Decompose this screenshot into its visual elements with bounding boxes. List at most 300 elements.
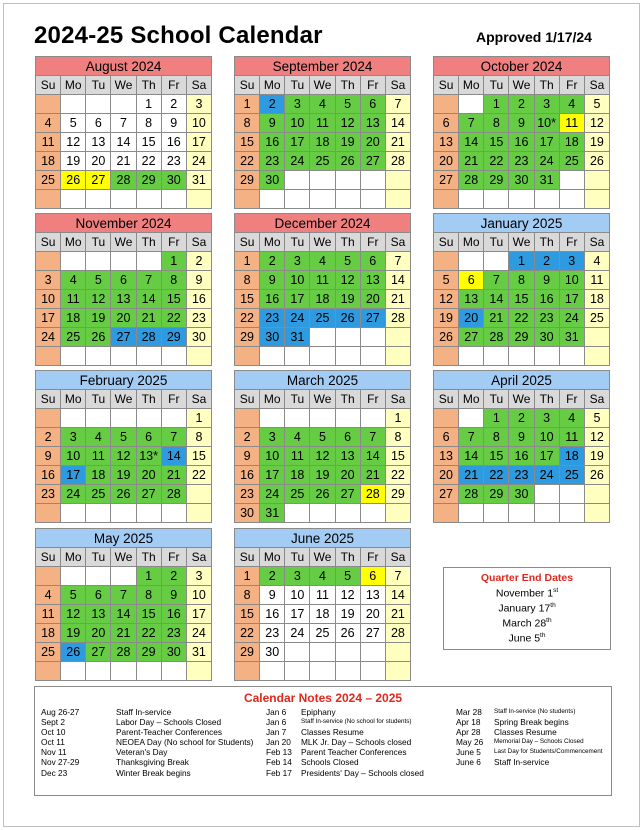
note-date: Nov 11 — [41, 747, 67, 758]
note-date: June 6 — [456, 757, 481, 768]
empty-day-cell — [61, 347, 86, 366]
day-cell: 16 — [162, 133, 187, 152]
day-cell: 23 — [260, 152, 285, 171]
weekday-header: Mo — [459, 233, 484, 252]
note-entry — [456, 757, 603, 767]
day-cell: 16 — [260, 133, 285, 152]
day-cell: 14 — [459, 133, 484, 152]
note-label: Memorial Day – Schools Closed — [494, 738, 584, 746]
day-cell: 10* — [535, 114, 560, 133]
empty-day-cell — [36, 504, 61, 523]
calendar-notes-title: Calendar Notes 2024 – 2025 — [243, 691, 403, 705]
empty-day-cell — [187, 347, 212, 366]
day-cell: 10 — [61, 447, 86, 466]
empty-day-cell — [36, 567, 61, 586]
month-title: March 2025 — [234, 370, 411, 390]
empty-day-cell — [285, 409, 310, 428]
day-cell: 2 — [162, 95, 187, 114]
day-cell: 3 — [285, 567, 310, 586]
day-cell: 21 — [459, 152, 484, 171]
empty-day-cell — [235, 347, 260, 366]
day-cell: 8 — [509, 271, 534, 290]
day-cell: 25 — [36, 643, 61, 662]
empty-day-cell — [434, 504, 459, 523]
empty-day-cell — [61, 504, 86, 523]
day-cell: 1 — [235, 95, 260, 114]
month-day-grid — [433, 390, 610, 523]
empty-day-cell — [484, 347, 509, 366]
day-cell: 29 — [137, 643, 162, 662]
weekday-header: Sa — [585, 390, 610, 409]
empty-day-cell — [86, 347, 111, 366]
note-label: Labor Day – Schools Closed — [116, 717, 222, 728]
day-cell: 26 — [86, 328, 111, 347]
day-cell: 8 — [235, 114, 260, 133]
weekday-header: Th — [535, 390, 560, 409]
day-cell: 16 — [187, 290, 212, 309]
month-day-grid — [433, 76, 610, 209]
day-cell: 26 — [585, 466, 610, 485]
empty-day-cell — [459, 409, 484, 428]
empty-day-cell — [386, 190, 411, 209]
empty-day-cell — [61, 252, 86, 271]
weekday-header: Tu — [484, 390, 509, 409]
note-date: June 5 — [456, 747, 481, 758]
empty-day-cell — [260, 347, 285, 366]
empty-day-cell — [560, 485, 585, 504]
quarter-end-date-suffix: th — [546, 616, 552, 624]
day-cell: 4 — [560, 95, 585, 114]
note-label: Staff In-service — [494, 757, 550, 768]
weekday-header: Mo — [260, 233, 285, 252]
day-cell: 26 — [61, 643, 86, 662]
note-entry — [41, 757, 253, 767]
weekday-header: Su — [235, 76, 260, 95]
note-entry — [266, 727, 424, 737]
note-label: Spring Break begins — [494, 717, 569, 728]
day-cell: 2 — [235, 428, 260, 447]
month-calendar — [234, 213, 411, 366]
month-calendar — [35, 528, 212, 681]
day-cell: 9 — [187, 271, 212, 290]
note-entry — [456, 707, 603, 717]
empty-day-cell — [585, 347, 610, 366]
day-cell: 21 — [386, 605, 411, 624]
weekday-header: Fr — [361, 76, 386, 95]
day-cell: 23 — [509, 152, 534, 171]
day-cell: 31 — [260, 504, 285, 523]
day-cell: 10 — [285, 114, 310, 133]
day-cell: 22 — [137, 152, 162, 171]
day-cell: 3 — [285, 95, 310, 114]
empty-day-cell — [36, 662, 61, 681]
weekday-header: Su — [36, 76, 61, 95]
empty-day-cell — [361, 662, 386, 681]
day-cell: 23 — [509, 466, 534, 485]
day-cell: 19 — [336, 605, 361, 624]
note-entry — [41, 747, 253, 757]
day-cell: 17 — [535, 447, 560, 466]
empty-day-cell — [187, 190, 212, 209]
empty-day-cell — [310, 409, 335, 428]
day-cell: 20 — [111, 309, 136, 328]
day-cell: 27 — [86, 171, 111, 190]
empty-day-cell — [86, 662, 111, 681]
empty-day-cell — [560, 190, 585, 209]
weekday-header: Tu — [484, 76, 509, 95]
day-cell: 17 — [285, 605, 310, 624]
day-cell: 11 — [61, 290, 86, 309]
empty-day-cell — [310, 190, 335, 209]
day-cell: 24 — [535, 466, 560, 485]
day-cell: 18 — [86, 466, 111, 485]
day-cell: 25 — [560, 152, 585, 171]
day-cell: 26 — [61, 171, 86, 190]
day-cell: 10 — [285, 586, 310, 605]
day-cell: 2 — [187, 252, 212, 271]
day-cell: 27 — [434, 171, 459, 190]
empty-day-cell — [187, 662, 212, 681]
empty-day-cell — [459, 95, 484, 114]
quarter-end-dates — [444, 585, 610, 645]
weekday-header: Tu — [285, 76, 310, 95]
day-cell: 30 — [260, 328, 285, 347]
empty-day-cell — [560, 347, 585, 366]
note-label: NEOEA Day (No school for Students) — [116, 737, 254, 748]
empty-day-cell — [509, 504, 534, 523]
day-cell: 19 — [434, 309, 459, 328]
day-cell: 21 — [361, 466, 386, 485]
quarter-end-date — [444, 630, 610, 645]
day-cell: 24 — [285, 152, 310, 171]
day-cell: 29 — [509, 328, 534, 347]
weekday-header: Sa — [187, 548, 212, 567]
day-cell: 11 — [310, 586, 335, 605]
weekday-header: Mo — [61, 233, 86, 252]
day-cell: 21 — [386, 290, 411, 309]
day-cell: 2 — [260, 252, 285, 271]
day-cell: 26 — [336, 152, 361, 171]
day-cell: 23 — [235, 485, 260, 504]
note-date: Oct 11 — [41, 737, 65, 748]
day-cell: 15 — [509, 290, 534, 309]
day-cell: 13 — [361, 586, 386, 605]
day-cell: 9 — [235, 447, 260, 466]
note-date: Aug 26-27 — [41, 707, 80, 717]
day-cell: 20 — [434, 152, 459, 171]
day-cell: 17 — [260, 466, 285, 485]
day-cell: 3 — [285, 252, 310, 271]
empty-day-cell — [459, 504, 484, 523]
empty-day-cell — [560, 171, 585, 190]
note-entry — [456, 717, 603, 727]
day-cell: 7 — [484, 271, 509, 290]
note-entry — [266, 707, 424, 717]
day-cell: 29 — [235, 328, 260, 347]
weekday-header: Mo — [61, 390, 86, 409]
day-cell: 21 — [111, 152, 136, 171]
empty-day-cell — [361, 190, 386, 209]
day-cell: 2 — [162, 567, 187, 586]
day-cell: 7 — [111, 114, 136, 133]
day-cell: 14 — [111, 133, 136, 152]
weekday-header: Su — [235, 233, 260, 252]
weekday-header: We — [310, 233, 335, 252]
day-cell: 31 — [187, 643, 212, 662]
day-cell: 28 — [111, 643, 136, 662]
day-cell: 25 — [560, 466, 585, 485]
day-cell: 12 — [111, 447, 136, 466]
day-cell: 8 — [386, 428, 411, 447]
day-cell: 6 — [361, 252, 386, 271]
day-cell: 5 — [111, 428, 136, 447]
day-cell: 18 — [560, 133, 585, 152]
day-cell: 3 — [535, 95, 560, 114]
empty-day-cell — [459, 347, 484, 366]
month-day-grid — [35, 76, 212, 209]
weekday-header: We — [509, 390, 534, 409]
empty-day-cell — [285, 190, 310, 209]
day-cell: 13 — [361, 271, 386, 290]
empty-day-cell — [484, 190, 509, 209]
day-cell: 28 — [386, 309, 411, 328]
day-cell: 14 — [484, 290, 509, 309]
note-date: Apr 18 — [456, 717, 481, 728]
weekday-header: Tu — [86, 548, 111, 567]
approval-date: Approved 1/17/24 — [476, 29, 592, 45]
day-cell: 30 — [235, 504, 260, 523]
empty-day-cell — [310, 347, 335, 366]
day-cell: 1 — [484, 95, 509, 114]
day-cell: 9 — [36, 447, 61, 466]
note-label: Thanksgiving Break — [116, 757, 189, 768]
day-cell: 19 — [61, 152, 86, 171]
weekday-header: Tu — [285, 390, 310, 409]
note-date: Oct 10 — [41, 727, 66, 738]
day-cell: 23 — [535, 309, 560, 328]
quarter-end-date-suffix: th — [550, 601, 556, 609]
empty-day-cell — [386, 643, 411, 662]
day-cell: 10 — [187, 114, 212, 133]
day-cell: 5 — [336, 567, 361, 586]
day-cell: 15 — [137, 605, 162, 624]
day-cell: 10 — [187, 586, 212, 605]
month-calendar — [234, 56, 411, 209]
empty-day-cell — [386, 347, 411, 366]
note-date: Sept 2 — [41, 717, 65, 728]
day-cell: 19 — [86, 309, 111, 328]
quarter-end-date-suffix: th — [540, 631, 546, 639]
notes-column — [266, 707, 424, 778]
weekday-header: Mo — [260, 548, 285, 567]
note-entry — [41, 737, 253, 747]
note-date: Nov 27-29 — [41, 757, 80, 768]
empty-day-cell — [61, 190, 86, 209]
weekday-header: We — [111, 390, 136, 409]
day-cell: 5 — [585, 409, 610, 428]
day-cell: 23 — [162, 152, 187, 171]
weekday-header: Su — [36, 233, 61, 252]
month-day-grid — [35, 390, 212, 523]
day-cell: 14 — [111, 605, 136, 624]
month-title: May 2025 — [35, 528, 212, 548]
day-cell: 16 — [260, 290, 285, 309]
day-cell: 7 — [137, 271, 162, 290]
empty-day-cell — [535, 485, 560, 504]
weekday-header: Tu — [86, 233, 111, 252]
empty-day-cell — [86, 252, 111, 271]
day-cell: 2 — [260, 567, 285, 586]
note-date: Mar 28 — [456, 707, 482, 717]
empty-day-cell — [585, 328, 610, 347]
empty-day-cell — [434, 347, 459, 366]
note-label: Classes Resume — [494, 727, 557, 738]
empty-day-cell — [361, 347, 386, 366]
day-cell: 10 — [36, 290, 61, 309]
empty-day-cell — [36, 347, 61, 366]
day-cell: 4 — [86, 428, 111, 447]
empty-day-cell — [535, 504, 560, 523]
day-cell: 11 — [285, 447, 310, 466]
empty-day-cell — [434, 409, 459, 428]
day-cell: 15 — [235, 605, 260, 624]
empty-day-cell — [187, 485, 212, 504]
day-cell: 7 — [361, 428, 386, 447]
day-cell: 30 — [535, 328, 560, 347]
day-cell: 19 — [336, 290, 361, 309]
note-entry — [266, 757, 424, 767]
weekday-header: Th — [137, 548, 162, 567]
weekday-header: We — [310, 76, 335, 95]
day-cell: 3 — [260, 428, 285, 447]
empty-day-cell — [336, 171, 361, 190]
note-entry — [41, 727, 253, 737]
weekday-header: Su — [36, 548, 61, 567]
empty-day-cell — [285, 504, 310, 523]
day-cell: 23 — [187, 309, 212, 328]
empty-day-cell — [260, 409, 285, 428]
day-cell: 30 — [187, 328, 212, 347]
empty-day-cell — [386, 328, 411, 347]
quarter-end-box — [443, 567, 611, 650]
notes-column — [456, 707, 603, 768]
month-title: January 2025 — [433, 213, 610, 233]
month-calendar — [433, 370, 610, 523]
empty-day-cell — [509, 190, 534, 209]
day-cell: 1 — [386, 409, 411, 428]
weekday-header: We — [111, 233, 136, 252]
day-cell: 16 — [260, 605, 285, 624]
empty-day-cell — [336, 504, 361, 523]
empty-day-cell — [137, 252, 162, 271]
weekday-header: We — [111, 76, 136, 95]
note-label: Parent-Teacher Conferences — [116, 727, 223, 738]
day-cell: 21 — [137, 309, 162, 328]
weekday-header: Sa — [585, 233, 610, 252]
note-entry — [41, 768, 253, 778]
day-cell: 4 — [310, 95, 335, 114]
day-cell: 9 — [509, 428, 534, 447]
empty-day-cell — [336, 409, 361, 428]
note-label: MLK Jr. Day – Schools closed — [301, 737, 412, 748]
day-cell: 12 — [61, 605, 86, 624]
empty-day-cell — [434, 252, 459, 271]
day-cell: 4 — [61, 271, 86, 290]
empty-day-cell — [560, 504, 585, 523]
month-calendar — [433, 213, 610, 366]
day-cell: 2 — [535, 252, 560, 271]
weekday-header: Tu — [484, 233, 509, 252]
day-cell: 13 — [434, 133, 459, 152]
empty-day-cell — [162, 504, 187, 523]
day-cell: 22 — [484, 152, 509, 171]
day-cell: 9 — [260, 271, 285, 290]
day-cell: 3 — [187, 95, 212, 114]
weekday-header: Sa — [386, 233, 411, 252]
day-cell: 14 — [459, 447, 484, 466]
day-cell: 1 — [484, 409, 509, 428]
day-cell: 13 — [459, 290, 484, 309]
day-cell: 1 — [235, 567, 260, 586]
day-cell: 15 — [162, 290, 187, 309]
weekday-header: Su — [235, 390, 260, 409]
empty-day-cell — [361, 328, 386, 347]
day-cell: 11 — [560, 428, 585, 447]
day-cell: 6 — [361, 95, 386, 114]
weekday-header: Mo — [459, 390, 484, 409]
day-cell: 29 — [484, 171, 509, 190]
day-cell: 13 — [111, 290, 136, 309]
day-cell: 8 — [484, 114, 509, 133]
day-cell: 9 — [535, 271, 560, 290]
day-cell: 16 — [36, 466, 61, 485]
day-cell: 22 — [162, 309, 187, 328]
day-cell: 19 — [310, 466, 335, 485]
note-label: Presidents' Day – Schools closed — [301, 767, 424, 778]
day-cell: 12 — [336, 114, 361, 133]
note-entry — [266, 768, 424, 778]
day-cell: 13 — [336, 447, 361, 466]
weekday-header: Tu — [285, 548, 310, 567]
empty-day-cell — [235, 190, 260, 209]
note-date: Dec 23 — [41, 767, 68, 778]
quarter-end-date-suffix: st — [553, 587, 559, 594]
day-cell: 5 — [434, 271, 459, 290]
empty-day-cell — [61, 662, 86, 681]
note-date: Feb 17 — [266, 767, 292, 778]
day-cell: 19 — [61, 624, 86, 643]
quarter-end-date-text: June 5 — [508, 632, 541, 645]
day-cell: 26 — [111, 485, 136, 504]
day-cell: 22 — [137, 624, 162, 643]
note-label: Schools Closed — [301, 757, 359, 768]
day-cell: 12 — [585, 428, 610, 447]
month-day-grid — [433, 233, 610, 366]
weekday-header: We — [509, 76, 534, 95]
day-cell: 14 — [386, 586, 411, 605]
day-cell: 27 — [111, 328, 136, 347]
weekday-header: Su — [434, 76, 459, 95]
day-cell: 28 — [484, 328, 509, 347]
day-cell: 15 — [484, 447, 509, 466]
empty-day-cell — [111, 662, 136, 681]
day-cell: 6 — [86, 586, 111, 605]
day-cell: 24 — [61, 485, 86, 504]
day-cell: 7 — [386, 95, 411, 114]
empty-day-cell — [36, 252, 61, 271]
day-cell: 26 — [434, 328, 459, 347]
note-entry — [266, 717, 424, 727]
